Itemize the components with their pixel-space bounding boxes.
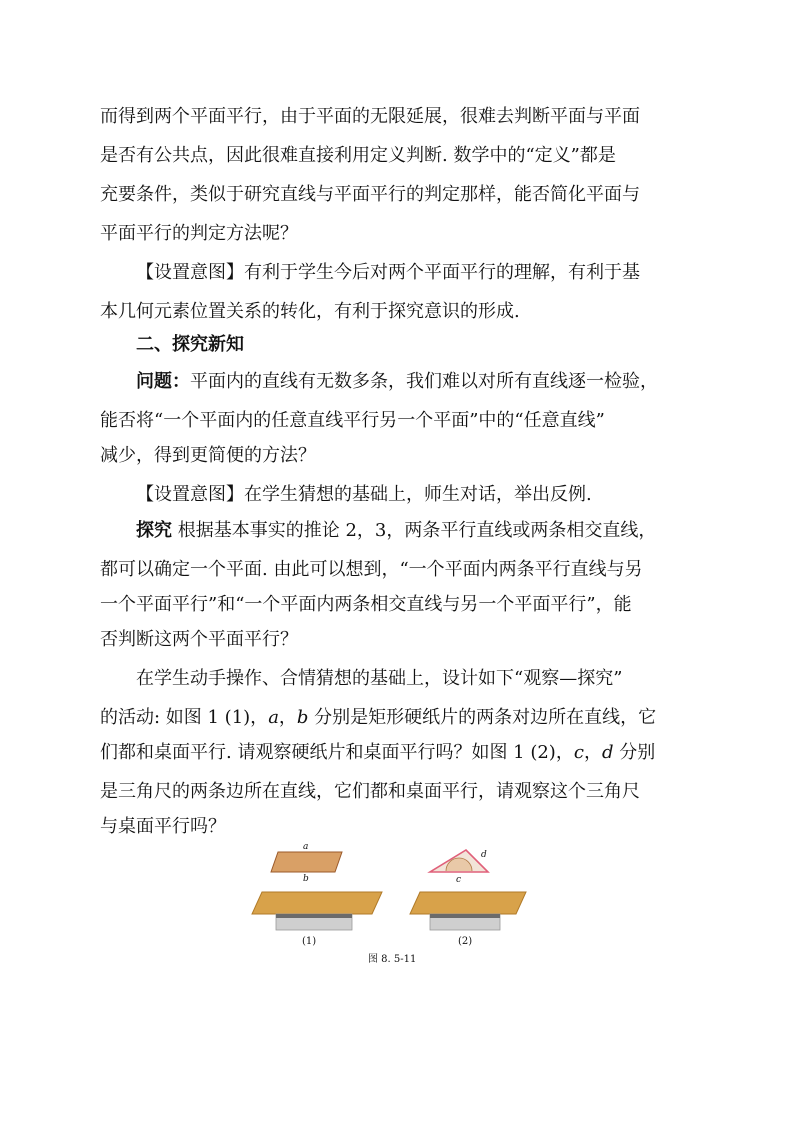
var-c: c [573, 742, 584, 763]
p6-line-4: 是三角尺的两条边所在直线，它们都和桌面平行，请观察这个三角尺 [100, 781, 640, 802]
desk-shadow-left [276, 914, 352, 918]
p3-line-2: 能否将“一个平面内的任意直线平行另一个平面”中的“任意直线” [100, 410, 605, 431]
p6-sep-2: ， [583, 742, 602, 763]
p3-line-1 [136, 367, 736, 397]
p5-line-1 [136, 516, 736, 546]
p6-line-3-a: 们都和桌面平行. 请观察硬纸片和桌面平行吗？如图 1 (2)， [100, 742, 574, 763]
p6-line-3-b: 分别 [613, 742, 656, 763]
p1-line-3: 充要条件，类似于研究直线与平面平行的判定那样，能否简化平面与 [100, 184, 640, 205]
p6-line-5: 与桌面平行吗？ [100, 816, 226, 837]
var-b: b [296, 707, 309, 728]
section-heading: 二、探究新知 [136, 334, 244, 355]
p1-line-1: 而得到两个平面平行，由于平面的无限延展，很难去判断平面与平面 [100, 106, 640, 127]
p6-line-2 [100, 703, 700, 733]
cardboard-rect [271, 852, 342, 872]
p6-line-1: 在学生动手操作、合情猜想的基础上，设计如下“观察—探究” [136, 668, 623, 689]
p2-line-2: 本几何元素位置关系的转化，有利于探究意识的形成. [100, 301, 520, 322]
p5-line-2: 都可以确定一个平面. 由此可以想到，“一个平面内两条平行直线与另 [100, 559, 643, 580]
p5-line-4: 否判断这两个平面平行？ [100, 629, 298, 650]
desk-top-right [410, 892, 526, 914]
desk-top-left [252, 892, 382, 914]
p4-line-1: 【设置意图】在学生猜想的基础上，师生对话，举出反例. [136, 484, 592, 505]
p1-line-4: 平面平行的判定方法呢？ [100, 223, 298, 244]
explore-label: 探究 [136, 520, 172, 541]
figure-drawing [240, 838, 560, 968]
p6-line-2-a: 的活动: 如图 1 (1)， [100, 707, 269, 728]
p6-line-2-b: 分别是矩形硬纸片的两条对边所在直线，它 [308, 707, 657, 728]
figure-8-5-11 [240, 838, 560, 968]
p3-text-1: 平面内的直线有无数多条，我们难以对所有直线逐一检验， [190, 371, 658, 392]
var-a: a [268, 707, 279, 728]
p6-sep-1: ， [278, 707, 297, 728]
fig-label-c: c [456, 875, 462, 885]
fig-sub-label-1: (1) [302, 936, 317, 947]
fig-label-d: d [481, 850, 487, 860]
p2-line-1: 【设置意图】有利于学生今后对两个平面平行的理解，有利于基 [136, 262, 640, 283]
p6-line-3 [100, 738, 700, 768]
desk-shadow-right [430, 914, 500, 918]
fig-label-a: a [303, 842, 309, 852]
fig-label-b: b [303, 874, 309, 884]
p3-line-3: 减少，得到更简便的方法？ [100, 445, 316, 466]
figure-caption: 图 8. 5-11 [368, 954, 417, 965]
fig-sub-label-2: (2) [458, 936, 473, 947]
question-label: 问题： [136, 371, 190, 392]
p5-text-1: 根据基本事实的推论 2，3，两条平行直线或两条相交直线， [172, 520, 657, 541]
p5-line-3: 一个平面平行”和“一个平面内两条相交直线与另一个平面平行”，能 [100, 594, 632, 615]
var-d: d [601, 742, 614, 763]
p1-line-2: 是否有公共点，因此很难直接利用定义判断. 数学中的“定义”都是 [100, 145, 616, 166]
